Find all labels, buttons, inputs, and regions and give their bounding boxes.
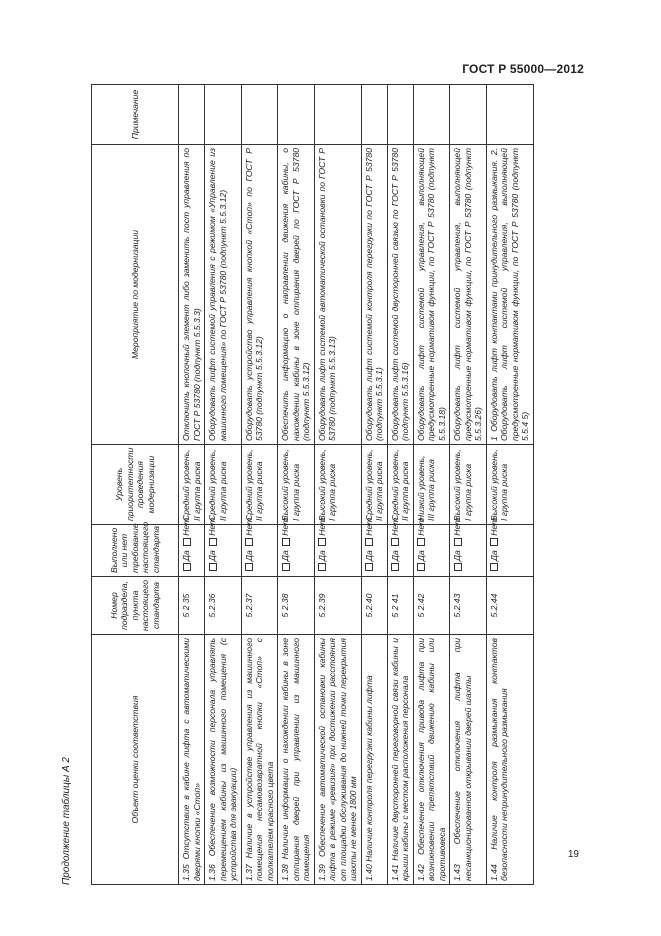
yes-label: Да — [207, 550, 217, 561]
yes-label: Да — [488, 550, 499, 561]
yes-label: Да — [452, 550, 462, 561]
fulfilment-cell — [314, 517, 361, 577]
modernization-measure-cell: Оборудовать лифт системой управления, выполняющей предусмотренные нормативом функции, по ГОСТ Р 53780 (подпункт 5.5.3.26) — [450, 145, 487, 445]
note-cell — [450, 85, 487, 145]
priority-cell: Низкий уровень, III группа риска — [413, 445, 450, 525]
no-checkbox[interactable] — [417, 538, 425, 546]
no-label: Нет — [316, 517, 327, 536]
no-checkbox[interactable] — [183, 538, 191, 546]
yes-label: Да — [280, 550, 290, 561]
assessment-object-cell: 1.37 Наличие в устройстве управления из машинного помещения несамовозвратной кнопки «Стоп» с толкателем красного цвета — [241, 635, 278, 885]
column-header: Мероприятие по модернизации — [92, 145, 179, 445]
table-row — [486, 85, 533, 885]
priority-cell: Высокий уровень, I группа риска — [278, 445, 315, 525]
priority-cell: Высокий уровень, I группа риска — [314, 445, 361, 525]
assessment-object-cell: 1.41 Наличие двусторонней переговорной связи кабины и крыши кабины с местом расположения персонала — [387, 635, 413, 885]
assessment-object-cell: 1.39 Обеспечение автоматической остановки кабины лифта в режиме «ревизия» при достижении расстояния от площадки обслуживания до нижней точки перекрытия шахты не менее 1800 мм — [314, 635, 361, 885]
column-header: Примечание — [92, 85, 179, 145]
rotated-table-block — [61, 85, 601, 885]
assessment-object-cell: 1.35 Отсутствие в кабине лифта с автоматическими дверями кнопки «Стоп» — [179, 635, 205, 885]
column-header: Номер подраздела, пункта настоящего стандарта — [92, 577, 179, 635]
clause-number-cell: 5 2.38 — [278, 577, 315, 635]
fulfilment-cell — [179, 517, 205, 577]
modernization-measure-cell: Оборудовать лифт системой двусторонней связью по ГОСТ Р 53780 (подпункт 5.5.3.16) — [387, 145, 413, 445]
table-row — [278, 85, 315, 885]
yes-checkbox[interactable] — [209, 563, 217, 571]
modernization-measure-cell: Оборудовать устройство управления кнопкой «Стоп» по ГОСТ Р 53780 (подпункт 5.5.3.12) — [241, 145, 278, 445]
table-row — [205, 85, 242, 885]
table-row — [179, 85, 205, 885]
note-cell — [361, 85, 387, 145]
modernization-measure-cell: Оборудовать лифт системой управления, выполняющей предусмотренные нормативом функции, по ГОСТ Р 53780 (подпункт 5.5.3.18) — [413, 145, 450, 445]
priority-cell: Высокий уровень, I группа риска — [486, 445, 533, 525]
modernization-measure-cell: 1 Оборудовать лифт контактами принудительного размыкания. 2. Оборудовать лифт системой управления, выполняющей предусмотренные нормативом функции, по ГОСТ Р 53780 (подпункт 5.5.4 5) — [486, 145, 533, 445]
yes-checkbox[interactable] — [365, 563, 373, 571]
assessment-object-cell: 1.36 Обеспечение возможности персонала управлять перемещением кабины из машинного помещения (с устройства для эвакуации) — [205, 635, 242, 885]
clause-number-cell: 5 2 35 — [179, 577, 205, 635]
page-number: 19 — [567, 849, 579, 860]
no-checkbox[interactable] — [245, 538, 253, 546]
yes-label: Да — [181, 550, 191, 561]
table-row — [450, 85, 487, 885]
table-row — [241, 85, 278, 885]
note-cell — [413, 85, 450, 145]
yes-checkbox[interactable] — [454, 563, 462, 571]
yes-label: Да — [415, 550, 426, 561]
table-row — [387, 85, 413, 885]
no-label: Нет — [415, 517, 426, 536]
modernization-measure-cell: Отключить кнопочный элемент либо заменить пост управления по ГОСТ Р 53780 (подпункт 5.5.3.3) — [179, 145, 205, 445]
note-cell — [486, 85, 533, 145]
modernization-measure-cell: Оборудовать лифт системой управления с режимом «Управление из машинного помещения» по ГОСТ Р 53780 (подпункт 5.5.3.12) — [205, 145, 242, 445]
clause-number-cell: 5 2 41 — [387, 577, 413, 635]
note-cell — [387, 85, 413, 145]
assessment-object-cell: 1.44 Наличие контроля размыкания контактов безопасности непринудительного размыкания — [486, 635, 533, 885]
yes-checkbox[interactable] — [318, 563, 326, 571]
fulfilment-cell — [387, 517, 413, 577]
note-cell — [241, 85, 278, 145]
assessment-table — [91, 84, 534, 885]
modernization-measure-cell: Оборудовать лифт системой автоматической остановки по ГОСТ Р 53780 (подпункт 5.5.3.13) — [314, 145, 361, 445]
priority-cell: Высокий уровень, I группа риска — [450, 445, 487, 525]
assessment-object-cell: 1.43 Обеспечение отключения лифта при несанкционированном открывании дверей шахты — [450, 635, 487, 885]
column-header: Выполнено или нет требование настоящего стандарта — [92, 525, 179, 577]
note-cell — [278, 85, 315, 145]
yes-checkbox[interactable] — [417, 563, 425, 571]
fulfilment-cell — [413, 517, 450, 577]
fulfilment-cell — [241, 517, 278, 577]
yes-checkbox[interactable] — [391, 563, 399, 571]
fulfilment-cell — [486, 517, 533, 577]
no-checkbox[interactable] — [365, 538, 373, 546]
clause-number-cell: 5 2.42 — [413, 577, 450, 635]
no-label: Нет — [452, 517, 462, 536]
modernization-measure-cell: Оборудовать лифт системой контроля перегрузки по ГОСТ Р 53780 (подпункт 5.5.3.1) — [361, 145, 387, 445]
no-label: Нет — [488, 517, 499, 536]
yes-checkbox[interactable] — [245, 563, 253, 571]
no-checkbox[interactable] — [490, 538, 498, 546]
yes-label: Да — [389, 550, 400, 561]
no-checkbox[interactable] — [391, 538, 399, 546]
clause-number-cell: 5.2.43 — [450, 577, 487, 635]
clause-number-cell: 5.2.37 — [241, 577, 278, 635]
yes-checkbox[interactable] — [183, 563, 191, 571]
yes-label: Да — [316, 550, 327, 561]
yes-label: Да — [243, 550, 254, 561]
column-header: Объект оценки соответствия — [92, 635, 179, 885]
clause-number-cell: 5.2.39 — [314, 577, 361, 635]
clause-number-cell: 5.2.44 — [486, 577, 533, 635]
assessment-object-cell: 1.42 Обеспечение отключения привода лифта при возникновении препятствий движению кабины или противовеса — [413, 635, 450, 885]
yes-checkbox[interactable] — [282, 563, 290, 571]
assessment-object-cell: 1.40 Наличие контроля перегрузки кабины лифта — [361, 635, 387, 885]
table-header-row — [92, 85, 179, 885]
document-standard-header: ГОСТ Р 55000—2012 — [462, 62, 584, 76]
assessment-object-cell: 1.38 Наличие информации о нахождении кабины в зоне отпирания дверей при управлении из машинного помещения — [278, 635, 315, 885]
fulfilment-cell — [361, 517, 387, 577]
no-label: Нет — [181, 517, 191, 536]
no-checkbox[interactable] — [209, 538, 217, 546]
table-body — [179, 85, 534, 885]
note-cell — [314, 85, 361, 145]
no-label: Нет — [389, 517, 400, 536]
no-checkbox[interactable] — [454, 538, 462, 546]
note-cell — [179, 85, 205, 145]
yes-checkbox[interactable] — [490, 563, 498, 571]
no-label: Нет — [207, 517, 217, 536]
yes-label: Да — [363, 550, 374, 561]
column-header: Уровень приоритетности проведения модернизации — [92, 445, 179, 525]
fulfilment-cell — [450, 517, 487, 577]
fulfilment-cell — [205, 517, 242, 577]
table-row — [314, 85, 361, 885]
clause-number-cell: 5.2.40 — [361, 577, 387, 635]
no-checkbox[interactable] — [318, 538, 326, 546]
priority-cell: Средний уровень, II группа риска — [241, 445, 278, 525]
priority-cell: Средний уровень, II группа риска — [205, 445, 242, 525]
table-caption: Продолжение таблицы А 2 — [61, 757, 72, 885]
no-checkbox[interactable] — [282, 538, 290, 546]
no-label: Нет — [243, 517, 254, 536]
fulfilment-cell — [278, 517, 315, 577]
priority-cell: Средний уровень, II группа риска — [361, 445, 387, 525]
priority-cell: Средний уровень, II группа риска — [387, 445, 413, 525]
priority-cell: Средний уровень, II группа риска — [179, 445, 205, 525]
no-label: Нет — [280, 517, 290, 536]
table-row — [361, 85, 387, 885]
no-label: Нет — [363, 517, 374, 536]
note-cell — [205, 85, 242, 145]
clause-number-cell: 5.2.36 — [205, 577, 242, 635]
modernization-measure-cell: Обеспечить информацию о направлении движения кабины, о нахождении кабины в зоне отпирания дверей по ГОСТ Р 53780 (подпункт 5.5.3.12) — [278, 145, 315, 445]
table-row — [413, 85, 450, 885]
